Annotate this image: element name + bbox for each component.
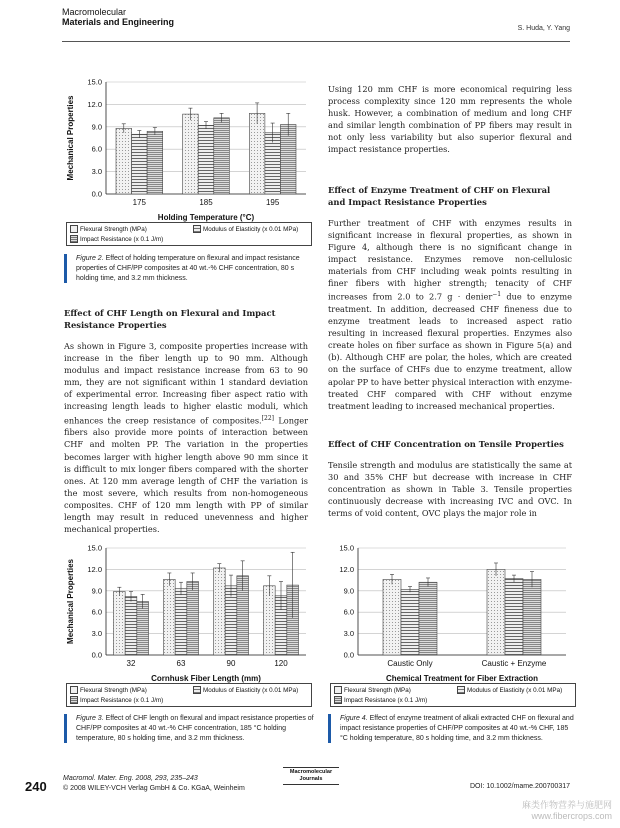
figure-3-legend	[66, 683, 312, 707]
reference: [22]	[261, 414, 274, 422]
y-tick-label: 6.0	[91, 144, 102, 154]
legend-swatch-dotted	[334, 686, 342, 694]
legend-swatch-striped	[193, 686, 201, 694]
legend-item-flexural	[70, 225, 147, 233]
caption-label: Figure 3.	[76, 715, 104, 722]
y-tick-label: 12.0	[339, 564, 354, 574]
x-tick-label: 32	[126, 659, 136, 668]
logo-line: Journals	[299, 776, 323, 782]
x-tick-label: 195	[265, 198, 280, 207]
header-rule	[62, 41, 570, 42]
logo-wordmark	[283, 767, 339, 785]
y-tick-label: 9.0	[91, 122, 102, 132]
legend-swatch-dotted	[70, 686, 78, 694]
figure-2-chart	[64, 74, 314, 224]
x-tick-label: 175	[132, 198, 147, 207]
bar	[137, 602, 149, 656]
superscript: −1	[492, 291, 502, 299]
x-axis-label: Cornhusk Fiber Length (mm)	[151, 674, 261, 683]
y-tick-label: 0.0	[91, 650, 102, 660]
heading-line: Effect of CHF Length on Flexural and Impact	[64, 308, 276, 318]
y-tick-label: 3.0	[91, 629, 102, 639]
legend-swatch-lined	[334, 696, 342, 704]
bar	[132, 134, 148, 194]
legend-swatch-dotted	[70, 225, 78, 233]
running-authors: S. Huda, Y. Yang	[517, 25, 570, 32]
caption-text: Effect of CHF length on flexural and impact resistance properties of CHF/PP composites at 40 wt.-% CHF concentration, 185 °C holding temperature, 80 s holding time, and 3.2 mm thickness.	[76, 715, 314, 742]
y-tick-label: 3.0	[91, 167, 102, 177]
figure-3-chart	[64, 540, 314, 685]
y-tick-label: 15.0	[339, 543, 354, 553]
bar	[187, 582, 199, 655]
doi: DOI: 10.1002/mame.200700317	[469, 783, 570, 790]
journal-name	[62, 7, 174, 27]
page-number: 240	[25, 779, 47, 794]
bar	[419, 582, 437, 655]
legend-label: Flexural Strength (MPa)	[344, 686, 411, 694]
legend-label: Impact Resistance (x 0.1 J/m)	[80, 696, 164, 704]
citation-line: © 2008 WILEY-VCH Verlag GmbH & Co. KGaA, Weinheim	[63, 785, 245, 792]
y-tick-label: 9.0	[91, 586, 102, 596]
citation-line: Macromol. Mater. Eng. 2008, 293, 235–243	[63, 775, 198, 782]
heading-line: and Impact Resistance Properties	[328, 196, 487, 207]
paragraph: Using 120 mm CHF is more economical requiring less process complexity since 120 mm represents the whole husk. However, a combination of medium and long CHF and similar length combination of PP fibers may result in not only less variability but also superior flexural and impact resistance properties.	[328, 84, 572, 155]
bar	[383, 579, 401, 655]
caption-label: Figure 4.	[340, 715, 368, 722]
watermark-line: 麻类作物营养与施肥网	[521, 800, 612, 810]
paragraph	[64, 340, 308, 535]
right-column	[328, 83, 572, 519]
bar	[114, 592, 126, 655]
caption-text: Effect of enzyme treatment of alkali extracted CHF on flexural and impact resistance properties of CHF/PP composites at 40 wt.-% CHF, 185 °C holding temperature, 80 s holding time, and 3.2 mm thickness.	[340, 715, 574, 742]
heading-line: Effect of Enzyme Treatment of CHF on Flexural	[328, 184, 551, 195]
figure-4-chart	[328, 540, 574, 685]
paragraph	[328, 217, 572, 412]
paragraph-text: due to enzyme treatment. In addition, decreased CHF fineness due to enzyme treatment leads to increased aspect ratio resulting in increased flexural properties. Enzymes also create holes on fiber surface as shown in Figure 5(a) and (b). Although CHF are polar, the holes, which are created on the surface of CHFs due to enzyme treatment, allow apolar PP to have better physical interaction with enzyme-treated CHF compared with CHF without enzyme treatment leading to increased mechanical properties.	[328, 291, 572, 411]
bar	[125, 597, 137, 655]
bar	[264, 586, 276, 655]
y-tick-label: 15.0	[87, 77, 102, 87]
figure-3-caption	[64, 714, 314, 743]
legend-swatch-lined	[70, 696, 78, 704]
legend-item-modulus	[193, 225, 298, 233]
bar	[214, 118, 230, 194]
x-tick-label: 90	[226, 659, 236, 668]
bar	[249, 113, 265, 194]
figure-2-legend	[66, 222, 312, 246]
bar	[505, 579, 523, 655]
legend-item-flexural	[334, 686, 411, 694]
legend-item-impact	[70, 235, 163, 243]
caption-label: Figure 2.	[76, 255, 104, 262]
figure-2-caption	[64, 254, 314, 283]
bar	[183, 114, 199, 194]
y-axis-label: Mechanical Properties	[66, 559, 75, 644]
legend-label: Modulus of Elasticity (x 0.01 MPa)	[203, 225, 299, 233]
legend-label: Impact Resistance (x 0.1 J/m)	[80, 235, 164, 243]
y-tick-label: 0.0	[343, 650, 354, 660]
journal-name-line1: Macromolecular	[62, 7, 127, 17]
legend-item-modulus	[457, 686, 562, 694]
y-tick-label: 9.0	[343, 586, 354, 596]
x-axis-label: Chemical Treatment for Fiber Extraction	[385, 674, 539, 683]
bar	[116, 128, 132, 194]
x-tick-label: 63	[176, 659, 186, 668]
x-tick-label: Caustic Only	[387, 659, 433, 668]
bar	[214, 568, 226, 655]
bar	[401, 589, 419, 655]
bar	[175, 589, 187, 655]
x-tick-label: 185	[199, 198, 213, 207]
legend-item-impact	[334, 696, 427, 704]
x-tick-label: Caustic + Enzyme	[481, 659, 547, 668]
bar	[487, 569, 505, 655]
y-axis-label: Mechanical Properties	[66, 95, 75, 181]
bar	[198, 125, 214, 194]
figure-4-legend	[330, 683, 576, 707]
y-tick-label: 6.0	[91, 607, 102, 617]
paragraph-text: Further treatment of CHF with enzymes results in significant increase in flexural properties, as shown in Figure 4, although there is no significant change in impact resistance. Enzymes remove non-cellulosic materials from CHF including weak points resulting in finer fibers with higher strength; tenacity of CHF increases from 2.0 to 2.7 g · denier	[328, 217, 572, 302]
legend-label: Modulus of Elasticity (x 0.01 MPa)	[467, 686, 563, 694]
logo-line: Macromolecular	[289, 769, 333, 775]
legend-swatch-striped	[457, 686, 465, 694]
watermark	[522, 800, 612, 822]
x-axis-label: Holding Temperature (°C)	[157, 213, 255, 222]
legend-label: Flexural Strength (MPa)	[80, 686, 147, 694]
y-tick-label: 0.0	[91, 189, 102, 199]
section-heading: Effect of CHF Concentration on Tensile Properties	[328, 438, 564, 449]
publisher-logo	[283, 767, 339, 793]
bar	[147, 131, 163, 194]
y-tick-label: 3.0	[343, 629, 354, 639]
x-tick-label: 120	[274, 659, 288, 668]
legend-swatch-lined	[70, 235, 78, 243]
heading-line: Resistance Properties	[64, 320, 167, 330]
paragraph-text: As shown in Figure 3, composite properties increase with increase in the fiber length up to 90 mm. Although modulus and impact resistance increase from 63 to 90 mm, they are not significant within 1 standard deviation of experimental error. Increasing fiber aspect ratio with increasing length leads to higher elastic moduli, which enhances the creep resistance of composites.	[64, 341, 308, 426]
paragraph: Tensile strength and modulus are statistically the same at 30 and 35% CHF but decrease with increase in CHF concentration as shown in Table 3. Tensile properties continuously decrease with increasing IVC and OVC. In terms of void content, OVC plays the major role in	[328, 459, 572, 519]
y-tick-label: 15.0	[87, 543, 102, 553]
watermark-line: www.fibercrops.com	[531, 811, 612, 821]
section-heading	[328, 184, 572, 208]
y-tick-label: 12.0	[87, 564, 102, 574]
legend-item-impact	[70, 696, 163, 704]
figure-4-caption	[328, 714, 578, 743]
bar	[164, 579, 176, 655]
y-tick-label: 12.0	[87, 99, 102, 109]
legend-item-modulus	[193, 686, 298, 694]
legend-swatch-striped	[193, 225, 201, 233]
left-column	[64, 307, 308, 535]
y-tick-label: 6.0	[343, 607, 354, 617]
legend-label: Modulus of Elasticity (x 0.01 MPa)	[203, 686, 299, 694]
caption-text: Effect of holding temperature on flexural and impact resistance properties of CHF/PP composites at 40 wt.-% CHF concentration, 80 s holding time, and 3.2 mm thickness.	[76, 255, 300, 282]
citation	[63, 774, 245, 794]
legend-label: Flexural Strength (MPa)	[80, 225, 147, 233]
paragraph-text: Longer fibers also provide more points of interaction between CHF and molten PP. The variation in the properties becomes larger with higher length above 90 mm since it is difficult to mix longer fibers compared with the shorter ones. At 120 mm average length of CHF the variation is the most severe, which results from non-homogeneous composites. CHF of 120 mm length with PP of similar length may result in reduced unevenness and higher mechanical properties.	[64, 415, 309, 535]
bar	[523, 579, 541, 655]
legend-item-flexural	[70, 686, 147, 694]
section-heading	[64, 307, 308, 331]
legend-label: Impact Resistance (x 0.1 J/m)	[344, 696, 428, 704]
journal-name-line2: Materials and Engineering	[62, 17, 175, 27]
